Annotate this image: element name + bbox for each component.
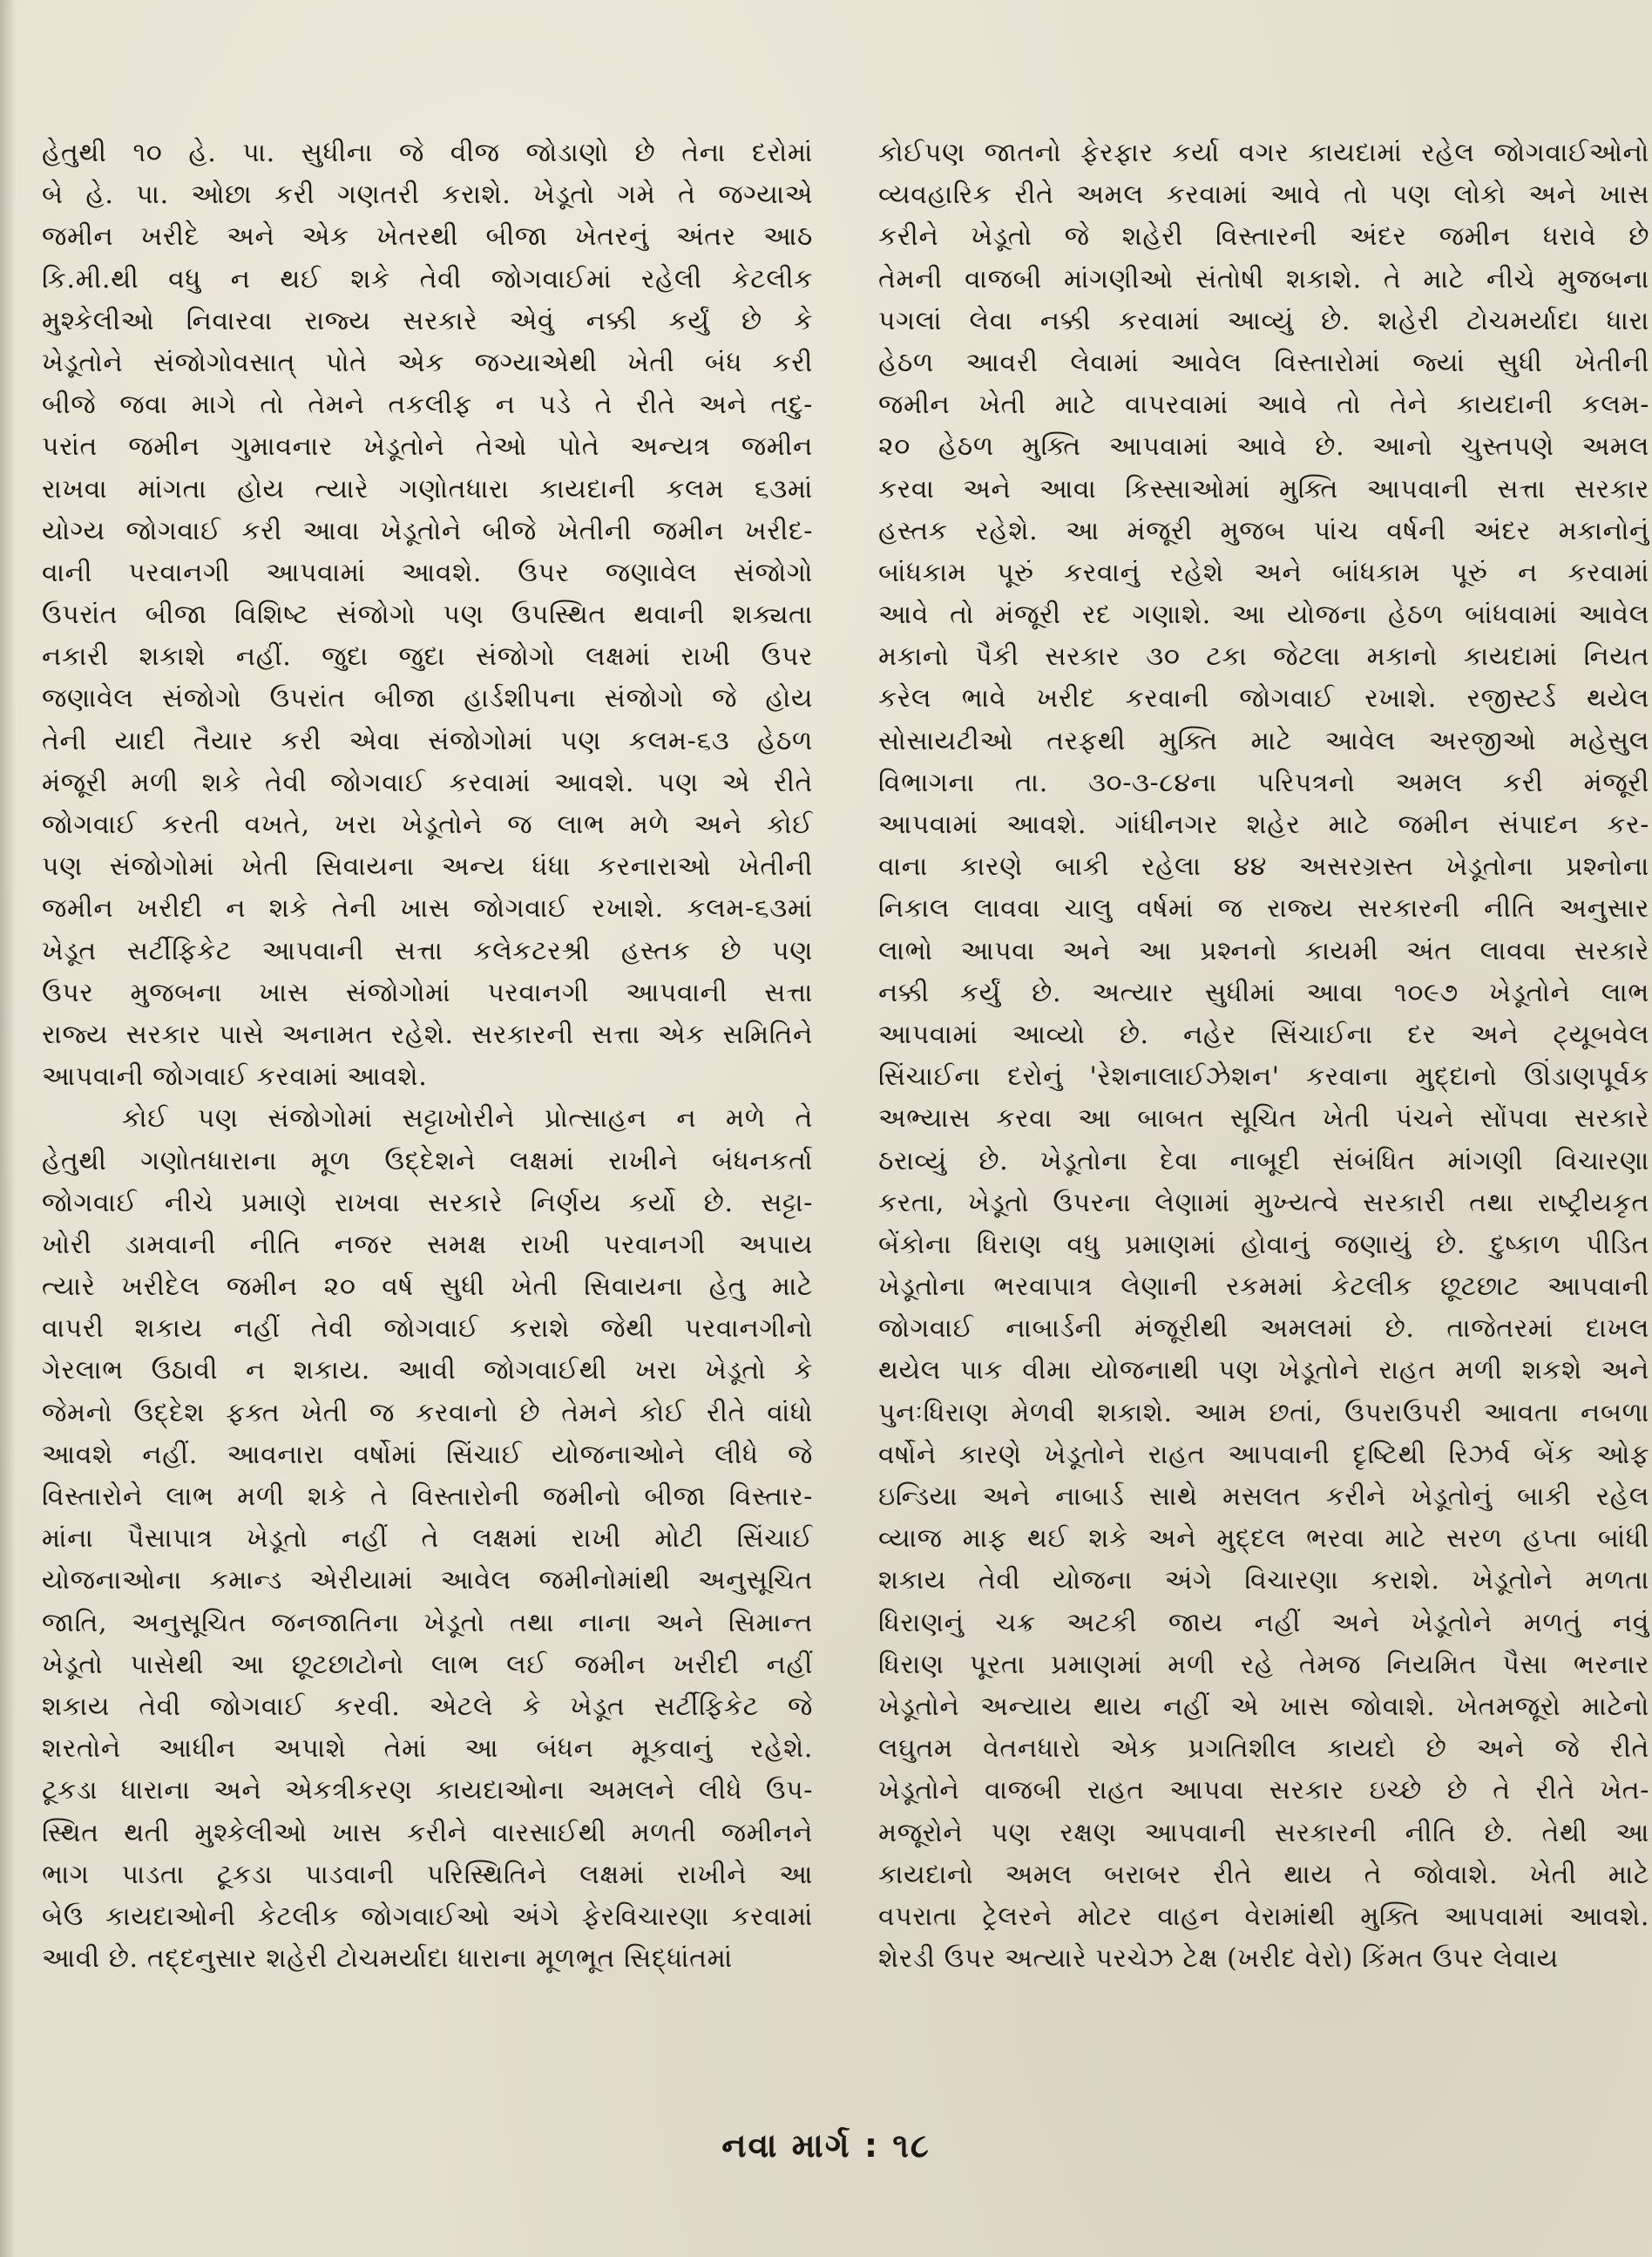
text-line: વિસ્તારોને લાભ મળી શકે તે વિસ્તારોની જમીનો બીજા વિસ્તાર- [42,1481,813,1512]
text-line: બીજે જવા માગે તો તેમને તકલીફ ન પડે તે રીતે અને તદુ- [42,390,813,421]
text-line: ખેડૂતોને સંજોગોવસાત્ પોતે એક જગ્યાએથી ખેતી બંધ કરી [42,347,813,378]
text-line: વપરાતા ટ્રેલરને મોટર વાહન વેરામાંથી મુક્તિ આપવામાં આવશે. [878,1901,1649,1932]
text-line: બે હે. પા. ઓછા કરી ગણતરી કરાશે. ખેડૂતો ગમે તે જગ્યાએ [42,180,813,211]
left-column [42,132,813,2041]
text-line: નક્કી કર્યું છે. અત્યાર સુધીમાં આવા ૧૦૯૭ ખેડૂતોને લાભ [878,977,1649,1008]
text-line: વાની પરવાનગી આપવામાં આવશે. ઉપર જણાવેલ સંજોગો [42,557,813,588]
text-line: ખેડૂતોના ભરવાપાત્ર લેણાની રકમમાં કેટલીક છૂટછાટ આપવાની [878,1271,1649,1303]
text-line: જમીન ખેતી માટે વાપરવામાં આવે તો તેને કાયદાની કલમ- [878,390,1649,421]
text-line: જમીન ખરીદી ન શકે તેની ખાસ જોગવાઈ રખાશે. કલમ-૬૩માં [42,893,813,925]
text-line: જોગવાઈ નાબાર્ડની મંજૂરીથી અમલમાં છે. તાજેતરમાં દાખલ [878,1313,1649,1345]
text-line: મુશ્કેલીઓ નિવારવા રાજ્ય સરકારે એવું નક્કી કર્યું છે કે [42,305,813,336]
text-line: ઇન્ડિયા અને નાબાર્ડ સાથે મસલત કરીને ખેડૂતોનું બાકી રહેલ [878,1481,1649,1512]
text-line: તેની યાદી તૈયાર કરી એવા સંજોગોમાં પણ કલમ-૬૩ હેઠળ [42,725,813,756]
text-line: માંના પૈસાપાત્ર ખેડૂતો નહીં તે લક્ષમાં રાખી મોટી સિંચાઈ [42,1523,813,1555]
text-line: રાજ્ય સરકાર પાસે અનામત રહેશે. સરકારની સત્તા એક સમિતિને [42,1019,813,1050]
text-line: યોજનાઓના કમાન્ડ એરીયામાં આવેલ જમીનોમાંથી અનુસૂચિત [42,1565,813,1596]
text-line: કરેલ ભાવે ખરીદ કરવાની જોગવાઈ રખાશે. રજીસ્ટર્ડ થયેલ [878,683,1649,715]
text-line: બાંધકામ પૂરું કરવાનું રહેશે અને બાંધકામ પૂરું ન કરવામાં [878,557,1649,588]
text-line: વર્ષોને કારણે ખેડૂતોને રાહત આપવાની દૃષ્ટિથી રિઝર્વ બેંક ઓફ [878,1439,1649,1470]
text-line: ગેરલાભ ઉઠાવી ન શકાય. આવી જોગવાઈથી ખરા ખેડૂતો કે [42,1355,813,1386]
text-line: વિભાગના તા. ૩૦-૩-૮૪ના પરિપત્રનો અમલ કરી મંજૂરી [878,767,1649,798]
text-line: કિ.મી.થી વધુ ન થઈ શકે તેવી જોગવાઈમાં રહેલી કેટલીક [42,263,813,295]
text-line: શકાય તેવી જોગવાઈ કરવી. એટલે કે ખેડૂત સર્ટીફિકેટ જે [42,1691,813,1722]
text-line: ખોરી ડામવાની નીતિ નજર સમક્ષ રાખી પરવાનગી અપાય [42,1229,813,1260]
text-line: જોગવાઈ કરતી વખતે, ખરા ખેડૂતોને જ લાભ મળે અને કોઈ [42,810,813,840]
text-line: મજૂરોને પણ રક્ષણ આપવાની સરકારની નીતિ છે. તેથી આ [878,1817,1649,1848]
text-line: નકારી શકાશે નહીં. જુદા જુદા સંજોગો લક્ષમાં રાખી ઉપર [42,641,813,673]
text-line: વાપરી શકાય નહીં તેવી જોગવાઈ કરાશે જેથી પરવાનગીનો [42,1313,813,1345]
text-line: કાયદાનો અમલ બરાબર રીતે થાય તે જોવાશે. ખેતી માટે [878,1859,1649,1890]
page-edge-shadow [0,0,16,2257]
text-line: લાભો આપવા અને આ પ્રશ્નનો કાયમી અંત લાવવા સરકારે [878,935,1649,966]
text-line: સોસાયટીઓ તરફથી મુક્તિ માટે આવેલ અરજીઓ મહેસુલ [878,725,1649,756]
text-line: વાના કારણે બાકી રહેલા ૪૪ અસરગ્રસ્ત ખેડૂતોના પ્રશ્નોના [878,851,1649,883]
text-line: નિકાલ લાવવા ચાલુ વર્ષમાં જ રાજ્ય સરકારની નીતિ અનુસાર [878,893,1649,925]
text-line: ધિરાણનું ચક્ર અટકી જાય નહીં અને ખેડૂતોને મળતું નવું [878,1607,1649,1638]
text-line: ઉપર મુજબના ખાસ સંજોગોમાં પરવાનગી આપવાની સત્તા [42,977,813,1008]
text-line: ખેડૂતોને અન્યાય થાય નહીં એ ખાસ જોવાશે. ખેતમજૂરો માટેનો [878,1691,1649,1722]
text-line: ધિરાણ પૂરતા પ્રમાણમાં મળી રહે તેમજ નિયમિત પૈસા ભરનાર [878,1649,1649,1680]
text-line: કરીને ખેડૂતો જે શહેરી વિસ્તારની અંદર જમીન ધરાવે છે [878,221,1649,253]
text-line: આવી છે. તદ્દનુસાર શહેરી ટોચમર્યાદા ધારાના મૂળભૂત સિદ્ધાંતમાં [42,1943,733,1975]
text-line: આપવાની જોગવાઈ કરવામાં આવશે. [42,1061,428,1093]
text-line: ત્યારે ખરીદેલ જમીન ૨૦ વર્ષ સુધી ખેતી સિવાયના હેતુ માટે [42,1271,813,1303]
text-line: કરતા, ખેડૂતો ઉપરના લેણામાં મુખ્યત્વે સરકારી તથા રાષ્ટ્રીયકૃત [878,1187,1649,1218]
text-line: મકાનો પૈકી સરકાર ૩૦ ટકા જેટલા મકાનો કાયદામાં નિયત [878,641,1649,673]
text-line: આપવામાં આવશે. ગાંધીનગર શહેર માટે જમીન સંપાદન કર- [878,810,1649,840]
text-line: કોઈપણ જાતનો ફેરફાર કર્યા વગર કાયદામાં રહેલ જોગવાઈઓનો [878,138,1649,168]
text-line: આવે તો મંજૂરી રદ ગણાશે. આ યોજના હેઠળ બાંધવામાં આવેલ [878,600,1649,631]
text-line: સિંચાઈના દરોનું 'રેશનાલાઈઝેશન' કરવાના મુદ્દાનો ઊંડાણપૂર્વક [878,1061,1649,1093]
page-footer: નવા માર્ગ : ૧૮ [721,2126,931,2165]
text-line: પુનઃધિરાણ મેળવી શકાશે. આમ છતાં, ઉપરાઉપરી આવતા નબળા [878,1397,1649,1428]
text-line: પરાંત જમીન ગુમાવનાર ખેડૂતોને તેઓ પોતે અન્યત્ર જમીન [42,431,813,463]
text-line: શકાય તેવી યોજના અંગે વિચારણા કરાશે. ખેડૂતોને મળતા [878,1565,1649,1596]
right-column [878,132,1649,2041]
text-line: શેરડી ઉપર અત્યારે પરચેઝ ટેક્ષ (ખરીદ વેરો) કિંમત ઉપર લેવાય [878,1943,1559,1975]
text-line: સ્થિત થતી મુશ્કેલીઓ ખાસ કરીને વારસાઈથી મળતી જમીનને [42,1817,813,1848]
text-line: ૨૦ હેઠળ મુક્તિ આપવામાં આવે છે. આનો ચુસ્તપણે અમલ [878,431,1649,463]
text-line: જાતિ, અનુસૂચિત જનજાતિના ખેડૂતો તથા નાના અને સિમાન્ત [42,1607,813,1638]
text-line: આવશે નહીં. આવનારા વર્ષોમાં સિંચાઈ યોજનાઓને લીધે જે [42,1439,813,1470]
text-line: જેમનો ઉદ્દેશ ફક્ત ખેતી જ કરવાનો છે તેમને કોઈ રીતે વાંધો [42,1397,813,1428]
text-line: આપવામાં આવ્યો છે. નહેર સિંચાઈના દર અને ટ્યૂબવેલ [878,1019,1649,1050]
text-line: રાખવા માંગતા હોય ત્યારે ગણોતધારા કાયદાની કલમ ૬૩માં [42,473,813,505]
text-line: ઠરાવ્યું છે. ખેડૂતોના દેવા નાબૂદી સંબંધિત માંગણી વિચારણા [878,1145,1649,1176]
text-line: થયેલ પાક વીમા યોજનાથી પણ ખેડૂતોને રાહત મળી શકશે અને [878,1355,1649,1386]
text-line: ખેડૂતો પાસેથી આ છૂટછાટોનો લાભ લઈ જમીન ખરીદી નહીં [42,1649,813,1680]
text-line: ખેડૂત સર્ટીફિકેટ આપવાની સત્તા કલેકટરશ્રી હસ્તક છે પણ [42,935,813,966]
text-line: હસ્તક રહેશે. આ મંજૂરી મુજબ પાંચ વર્ષની અંદર મકાનોનું [878,515,1649,546]
text-line: જણાવેલ સંજોગો ઉપરાંત બીજા હાર્ડશીપના સંજોગો જે હોય [42,683,813,715]
text-line: પગલાં લેવા નક્કી કરવામાં આવ્યું છે. શહેરી ટોચમર્યાદા ધારા [878,305,1649,336]
text-line: ટૂકડા ધારાના અને એકત્રીકરણ કાયદાઓના અમલને લીધે ઉપ- [42,1775,813,1806]
text-line: બેઉ કાયદાઓની કેટલીક જોગવાઈઓ અંગે ફેરવિચારણા કરવામાં [42,1901,813,1932]
text-line: પણ સંજોગોમાં ખેતી સિવાયના અન્ય ધંધા કરનારાઓ ખેતીની [42,851,813,883]
text-line: અભ્યાસ કરવા આ બાબત સૂચિત ખેતી પંચને સોંપવા સરકારે [878,1103,1649,1135]
text-line: હેતુથી ગણોતધારાના મૂળ ઉદ્દેશને લક્ષમાં રાખીને બંધનકર્તા [42,1145,813,1176]
text-line: યોગ્ય જોગવાઈ કરી આવા ખેડૂતોને બીજે ખેતીની જમીન ખરીદ- [42,515,813,546]
text-line: જોગવાઈ નીચે પ્રમાણે રાખવા સરકારે નિર્ણય કર્યો છે. સટ્ટા- [42,1187,813,1218]
text-line: હેતુથી ૧૦ હે. પા. સુધીના જે વીજ જોડાણો છે તેના દરોમાં [42,138,813,168]
text-line: હેઠળ આવરી લેવામાં આવેલ વિસ્તારોમાં જ્યાં સુધી ખેતીની [878,347,1649,378]
text-line: ભાગ પાડતા ટૂકડા પાડવાની પરિસ્થિતિને લક્ષમાં રાખીને આ [42,1859,813,1890]
text-line: ખેડૂતોને વાજબી રાહત આપવા સરકાર ઇચ્છે છે તે રીતે ખેત- [878,1775,1649,1806]
text-line: જમીન ખરીદે અને એક ખેતરથી બીજા ખેતરનું અંતર આઠ [42,221,813,253]
text-line: શરતોને આધીન અપાશે તેમાં આ બંધન મૂકવાનું રહેશે. [42,1733,813,1765]
text-line: તેમની વાજબી માંગણીઓ સંતોષી શકાશે. તે માટે નીચે મુજબના [878,263,1649,295]
text-line: કરવા અને આવા કિસ્સાઓમાં મુક્તિ આપવાની સત્તા સરકાર [878,473,1649,505]
text-line: વ્યાજ માફ થઈ શકે અને મુદ્દલ ભરવા માટે સરળ હપ્તા બાંધી [878,1523,1649,1555]
text-line: મંજૂરી મળી શકે તેવી જોગવાઈ કરવામાં આવશે. પણ એ રીતે [42,767,813,798]
text-line: કોઈ પણ સંજોગોમાં સટ્ટાખોરીને પ્રોત્સાહન ન મળે તે [122,1103,813,1135]
text-line: વ્યવહારિક રીતે અમલ કરવામાં આવે તો પણ લોકો અને ખાસ [878,180,1649,211]
text-line: ઉપરાંત બીજા વિશિષ્ટ સંજોગો પણ ઉપસ્થિત થવાની શક્યતા [42,600,813,631]
text-line: બેંકોના ધિરાણ વધુ પ્રમાણમાં હોવાનું જણાયું છે. દુષ્કાળ પીડિત [878,1229,1649,1260]
text-line: લઘુતમ વેતનધારો એક પ્રગતિશીલ કાયદો છે અને જે રીતે [878,1733,1649,1765]
